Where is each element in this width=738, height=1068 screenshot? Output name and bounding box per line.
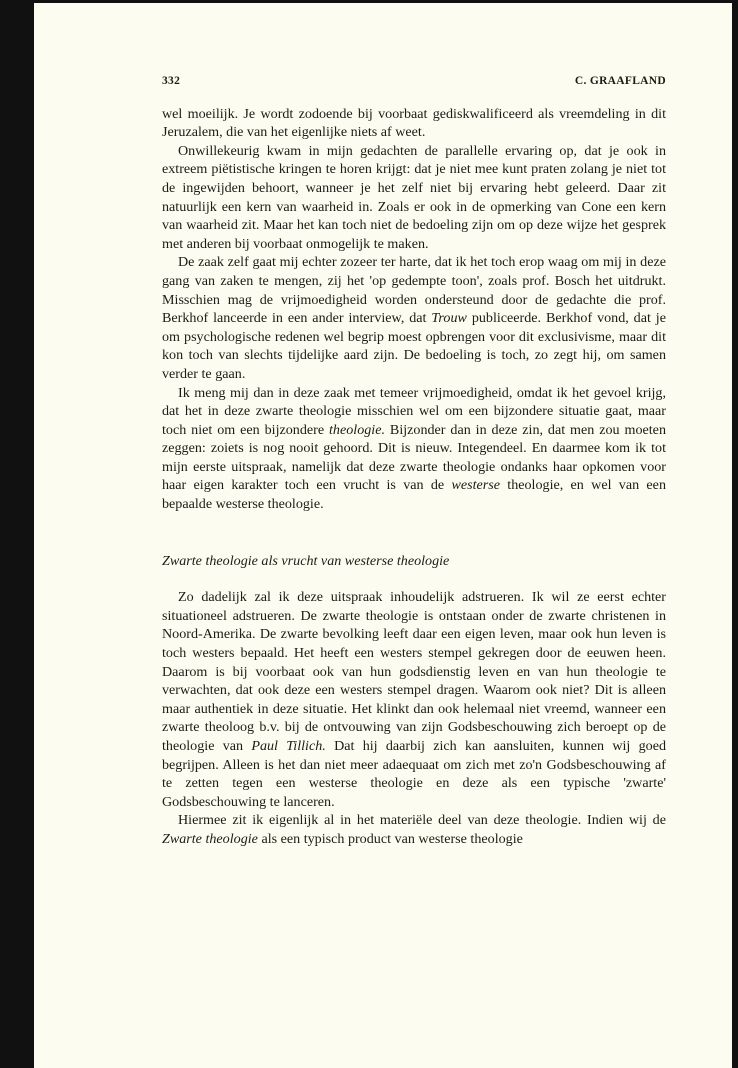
scan-border-left xyxy=(0,0,34,1068)
paragraph-3 xyxy=(162,253,666,383)
paragraph-4-italic-westerse: westerse xyxy=(451,477,500,494)
paragraph-6 xyxy=(162,811,666,848)
paragraph-3-italic-trouw: Trouw xyxy=(431,310,467,327)
paragraph-2: Onwillekeurig kwam in mijn gedachten de parallelle ervaring op, dat je ook in extreem piëtistische kringen te horen krijgt: dat je niet mee kunt praten zolang je niet tot de ingewijden behoort, wanneer je het zelf niet bij ervaring hebt geleerd. Daar zit natuurlijk een kern van waarheid in. Zoals er ook in de opmerking van Cone een kern van waarheid zit. Maar het kan toch niet de bedoeling zijn om op deze wijze het gesprek met anderen bij voorbaat onmogelijk te maken. xyxy=(162,142,666,252)
paragraph-5-text-a: Zo dadelijk zal ik deze uitspraak inhoudelijk adstrueren. Ik wil ze eerst echter situationeel adstrueren. De zwarte theologie is ontstaan onder de zwarte christenen in Noord-Amerika. De zwarte bevolking leeft daar een eigen leven, maar ook hun leven is toch westers bepaald. Het heeft een westers stempel gekregen door de eeuwen heen. Daarom is bij voorbaat ook van hun godsdienstig leven en van hun theologie te verwachten, dat ook deze een westers stempel dragen. Waarom ook niet? Dit is alleen maar authentiek in deze situatie. Het klinkt dan ook helemaal niet vreemd, wanneer een zwarte theoloog b.v. bij de ontvouwing van zijn Godsbeschouwing zich beroept op de theologie van xyxy=(162,589,666,754)
paragraph-6-italic-zwarte-theologie: Zwarte theologie xyxy=(162,830,258,847)
paragraph-6-text-b: als een typisch product van westerse theologie xyxy=(257,830,523,847)
section-heading: Zwarte theologie als vrucht van westerse theologie xyxy=(162,552,450,569)
paragraph-5-text-b: Dat hij daarbij zich kan aansluiten, kunnen wij goed begrijpen. Alleen is het dan niet meer adaequaat om zich met zo'n Godsbeschouwing af te zetten tegen een westerse theologie en deze als een typische 'zwarte' Godsbeschouwing te lanceren. xyxy=(162,738,666,810)
scan-border-right xyxy=(732,0,738,1068)
paragraph-4-text-a: Ik meng mij dan in deze zaak met temeer vrijmoedigheid, omdat ik het gevoel krijg, dat het in deze zwarte theologie misschien wel om een bijzondere situatie gaat, maar toch niet om een bijzondere xyxy=(162,384,666,438)
paragraph-4-text-c: theologie, en wel van een bepaalde westerse theologie. xyxy=(162,477,666,513)
running-header xyxy=(162,72,666,91)
running-author: C. GRAAFLAND xyxy=(574,75,666,87)
scan-border-top xyxy=(0,0,738,3)
paragraph-4-text-b: Bijzonder dan in deze zin, dat men zou moeten zeggen: zoiets is nog nooit gehoord. Dit is nieuw. Integendeel. En daarmee kom ik tot mijn eerste uitspraak, namelijk dat deze zwarte theologie ondanks haar opkomen voor haar eigen karakter toch een vrucht is van de xyxy=(162,421,666,494)
paragraph-3-text-b: publiceerde. Berkhof vond, dat je om psychologische redenen wel begrip moest opbrengen voor dit exclusivisme, maar dit kon toch van slechts tijdelijke aard zijn. De bedoeling is toch, zo zegt hij, om samen verder te gaan. xyxy=(162,310,666,382)
paragraph-1: wel moeilijk. Je wordt zodoende bij voorbaat gediskwalificeerd als vreemdeling in dit Jeruzalem, die van het eigenlijke niets af weet. xyxy=(162,105,666,141)
paragraph-5 xyxy=(162,588,666,811)
page-number: 332 xyxy=(162,75,181,87)
paragraph-3-text-a: De zaak zelf gaat mij echter zozeer ter harte, dat ik het toch erop waag om mij in deze gang van zaken te mengen, zij het 'op gedempte toon', zoals prof. Bosch het uitdrukt. Misschien mag de vrijmoedigheid worden ondersteund door de gedachte die prof. Berkhof lanceerde in een ander interview, dat xyxy=(162,254,666,327)
paragraph-6-text-a: Hiermee zit ik eigenlijk al in het materiële deel van deze theologie. Indien wij de xyxy=(178,812,666,829)
paragraph-4 xyxy=(162,384,666,514)
paragraph-4-italic-theologie: theologie. xyxy=(329,421,385,438)
page-body xyxy=(162,72,666,849)
paragraph-5-italic-tillich: Paul Tillich. xyxy=(251,738,326,754)
